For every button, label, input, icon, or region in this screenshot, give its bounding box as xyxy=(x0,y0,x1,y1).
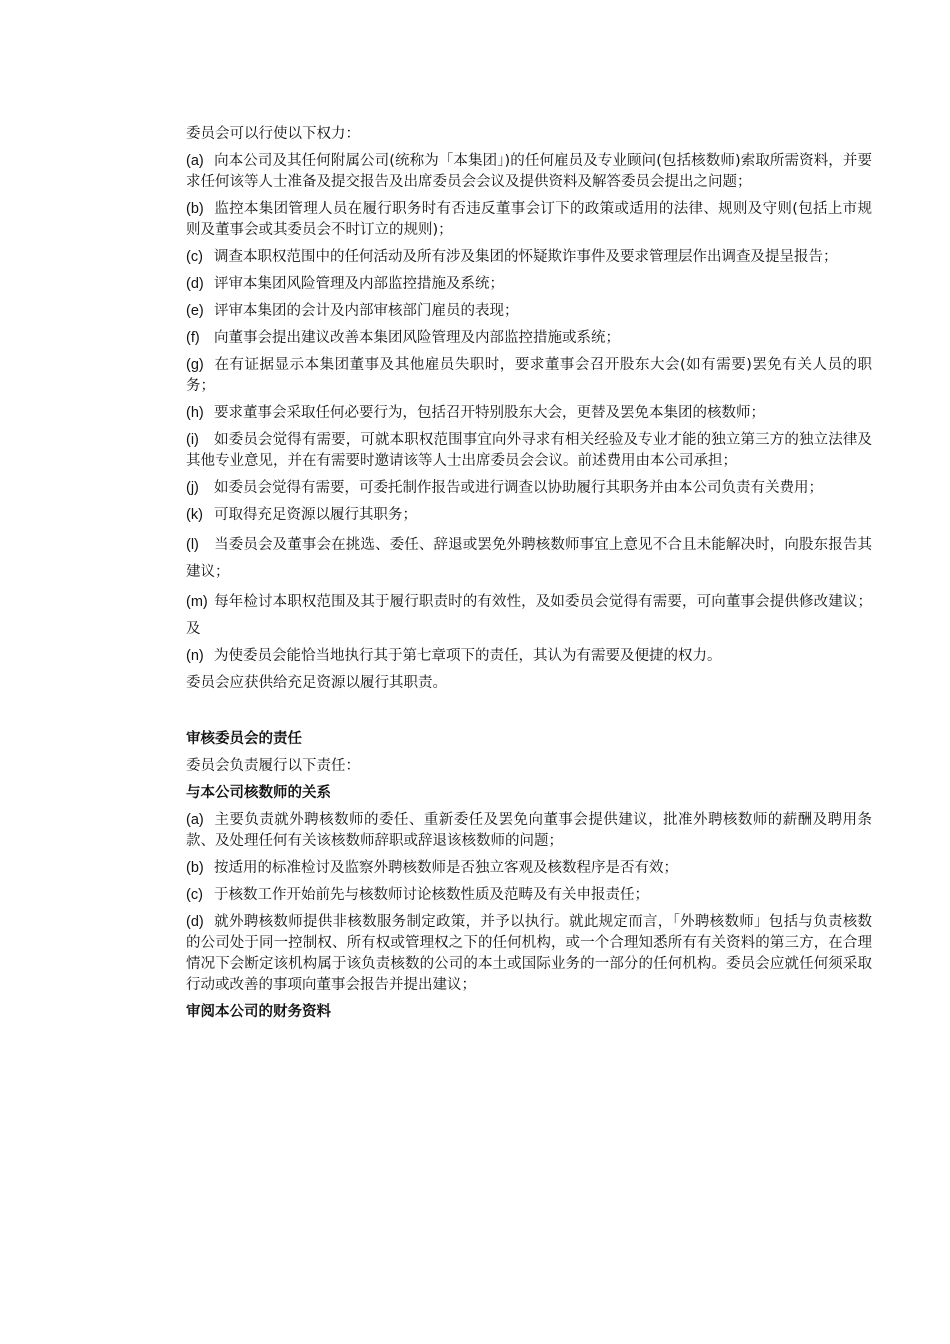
power-item-a xyxy=(186,151,872,193)
item-text: 按适用的标准检讨及监察外聘核数师是否独立客观及核数程序是否有效； xyxy=(214,860,678,876)
item-text: 当委员会及董事会在挑选、委任、辞退或罢免外聘核数师事宜上意见不合且未能解决时，向股东报告其建议； xyxy=(186,537,872,580)
item-marker: (k) xyxy=(186,507,203,523)
power-item-n xyxy=(186,646,872,667)
item-marker: (d) xyxy=(186,914,204,930)
power-item-h xyxy=(186,403,872,424)
item-marker: (i) xyxy=(186,432,199,448)
power-item-i xyxy=(186,430,872,472)
subsection-heading: 与本公司核数师的关系 xyxy=(186,785,331,801)
item-text: 可取得充足资源以履行其职务； xyxy=(214,507,417,523)
item-text: 如委员会觉得有需要，可就本职权范围事宜向外寻求有相关经验及专业才能的独立第三方的独立法律及其他专业意见，并在有需要时邀请该等人士出席委员会会议。前述费用由本公司承担； xyxy=(186,432,872,469)
item-marker: (c) xyxy=(186,887,203,903)
power-item-g xyxy=(186,355,872,397)
item-text: 于核数工作开始前先与核数师讨论核数性质及范畴及有关申报责任； xyxy=(214,887,649,903)
item-text: 评审本集团的会计及内部审核部门雇员的表现； xyxy=(214,303,519,319)
item-marker: (n) xyxy=(186,648,204,664)
item-text: 每年检讨本职权范围及其于履行职责时的有效性，及如委员会觉得有需要，可向董事会提供修改建议；及 xyxy=(186,594,872,637)
section-spacer xyxy=(186,700,872,729)
powers-intro: 委员会可以行使以下权力： xyxy=(186,126,360,142)
item-marker: (b) xyxy=(186,860,204,876)
responsibility-item-c xyxy=(186,885,872,906)
item-text: 评审本集团风险管理及内部监控措施及系统； xyxy=(214,276,504,292)
power-item-j xyxy=(186,478,872,499)
item-marker: (h) xyxy=(186,405,204,421)
item-marker: (e) xyxy=(186,303,204,319)
item-text: 向董事会提出建议改善本集团风险管理及内部监控措施或系统； xyxy=(214,330,620,346)
power-item-e xyxy=(186,301,872,322)
item-marker: (l) xyxy=(186,537,199,553)
power-item-c xyxy=(186,247,872,268)
power-item-b xyxy=(186,199,872,241)
item-text: 就外聘核数师提供非核数服务制定政策，并予以执行。就此规定而言，「外聘核数师」包括与负责核数的公司处于同一控制权、所有权或管理权之下的任何机构，或一个合理知悉所有有关资料的第三方，在合理情况下会断定该机构属于该负责核数的公司的本土或国际业务的一部分的任何机构。委员会应就任何须采取行动或改善的事项向董事会报告并提出建议； xyxy=(186,914,872,993)
item-marker: (m) xyxy=(186,594,208,610)
document-page xyxy=(186,124,872,1029)
power-item-f xyxy=(186,328,872,349)
item-text: 要求董事会采取任何必要行为，包括召开特别股东大会，更替及罢免本集团的核数师； xyxy=(214,405,765,421)
responsibility-item-a xyxy=(186,810,872,852)
subsection-heading-2: 审阅本公司的财务资料 xyxy=(186,1004,331,1020)
power-item-m xyxy=(186,589,872,643)
power-item-l xyxy=(186,532,872,586)
section-heading: 审核委员会的责任 xyxy=(186,731,302,747)
responsibility-item-d xyxy=(186,912,872,996)
powers-closing: 委员会应获供给充足资源以履行其职责。 xyxy=(186,675,447,691)
item-marker: (a) xyxy=(186,812,204,828)
item-text: 调查本职权范围中的任何活动及所有涉及集团的怀疑欺诈事件及要求管理层作出调查及提呈报告； xyxy=(214,249,838,265)
item-text: 如委员会觉得有需要，可委托制作报告或进行调查以协助履行其职务并由本公司负责有关费用； xyxy=(214,480,823,496)
power-item-k xyxy=(186,505,872,526)
item-text: 监控本集团管理人员在履行职务时有否违反董事会订下的政策或适用的法律、规则及守则(包括上市规则及董事会或其委员会不时订立的规则)； xyxy=(186,201,872,238)
item-text: 主要负责就外聘核数师的委任、重新委任及罢免向董事会提供建议，批准外聘核数师的薪酬及聘用条款、及处理任何有关该核数师辞职或辞退该核数师的问题； xyxy=(186,812,872,849)
item-text: 在有证据显示本集团董事及其他雇员失职时，要求董事会召开股东大会(如有需要)罢免有关人员的职务； xyxy=(186,357,872,394)
item-marker: (f) xyxy=(186,330,200,346)
responsibilities-intro: 委员会负责履行以下责任： xyxy=(186,758,360,774)
item-marker: (a) xyxy=(186,153,204,169)
responsibility-item-b xyxy=(186,858,872,879)
item-marker: (d) xyxy=(186,276,204,292)
item-marker: (c) xyxy=(186,249,203,265)
item-marker: (g) xyxy=(186,357,204,373)
item-marker: (b) xyxy=(186,201,204,217)
item-marker: (j) xyxy=(186,480,199,496)
power-item-d xyxy=(186,274,872,295)
item-text: 为使委员会能恰当地执行其于第七章项下的责任，其认为有需要及便捷的权力。 xyxy=(214,648,722,664)
item-text: 向本公司及其任何附属公司(统称为「本集团」)的任何雇员及专业顾问(包括核数师)索取所需资料，并要求任何该等人士准备及提交报告及出席委员会会议及提供资料及解答委员会提出之问题； xyxy=(186,153,872,190)
